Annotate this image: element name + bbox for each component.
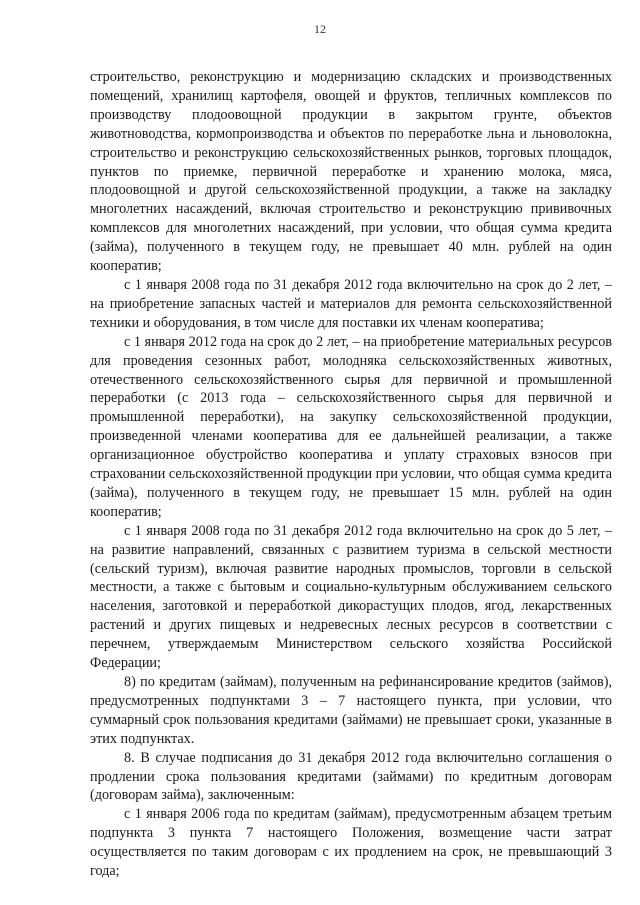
paragraph: 8) по кредитам (займам), полученным на рефинансирование кредитов (займов), предусмотренных подпунктами 3 – 7 настоящего пункта, при условии, что суммарный срок пользования кредитами (займами) не превышает сроки, указанные в этих подпунктах. <box>90 674 612 747</box>
paragraph: с 1 января 2006 года по кредитам (займам), предусмотренным абзацем третьим подпункта 3 пункта 7 настоящего Положения, возмещение части затрат осуществляется по таким договорам с их продлением на срок, не превышающий 3 года; <box>90 806 612 880</box>
paragraph: 8. В случае подписания до 31 декабря 2012 года включительно соглашения о продлении срока пользования кредитами (займами) по кредитным договорам (договорам займа), заключенным: <box>90 749 612 804</box>
document-body <box>90 68 612 881</box>
paragraph: с 1 января 2012 года на срок до 2 лет, – на приобретение материальных ресурсов для проведения сезонных работ, молодняка сельскохозяйственных животных, отечественного сельскохозяйственного сырья для первичной и промышленной переработки (с 2013 года – сельскохозяйственного сырья для первичной и промышленной переработки), на закупку сельскохозяйственной продукции, произведенной членами кооператива для ее дальнейшей реализации, а также организационное обустройство кооператива и уплату страховых взносов при страховании сельскохозяйственной продукции при условии, что общая сумма кредита (займа), полученного в текущем году, не превышает 15 млн. рублей на один кооператив; <box>90 333 612 520</box>
page-number: 12 <box>314 22 326 36</box>
paragraph: с 1 января 2008 года по 31 декабря 2012 года включительно на срок до 5 лет, – на развитие направлений, связанных с развитием туризма в сельской местности (сельский туризм), включая развитие народных промыслов, торговли в сельской местности, а также с бытовым и социально-культурным обслуживанием сельского населения, заготовкой и переработкой дикорастущих плодов, ягод, лекарственных растений и других пищевых и недревесных лесных ресурсов в соответствии с перечнем, утверждаемым Министерством сельского хозяйства Российской Федерации; <box>90 522 612 672</box>
paragraph: строительство, реконструкцию и модернизацию складских и производственных помещений, хранилищ картофеля, овощей и фруктов, тепличных комплексов по производству плодоовощной продукции в закрытом грунте, объектов животноводства, кормопроизводства и объектов по переработке льна и льноволокна, строительство и реконструкцию сельскохозяйственных рынков, торговых площадок, пунктов по приемке, первичной переработке и хранению молока, мяса, плодоовощной и другой сельскохозяйственной продукции, а также на закладку многолетних насаждений, включая строительство и реконструкцию прививочных комплексов для многолетних насаждений, при условии, что общая сумма кредита (займа), полученного в текущем году, не превышает 40 млн. рублей на один кооператив; <box>90 69 612 275</box>
paragraph: с 1 января 2008 года по 31 декабря 2012 года включительно на срок до 2 лет, – на приобретение запасных частей и материалов для ремонта сельскохозяйственной техники и оборудования, в том числе для поставки их членам кооператива; <box>90 276 612 331</box>
